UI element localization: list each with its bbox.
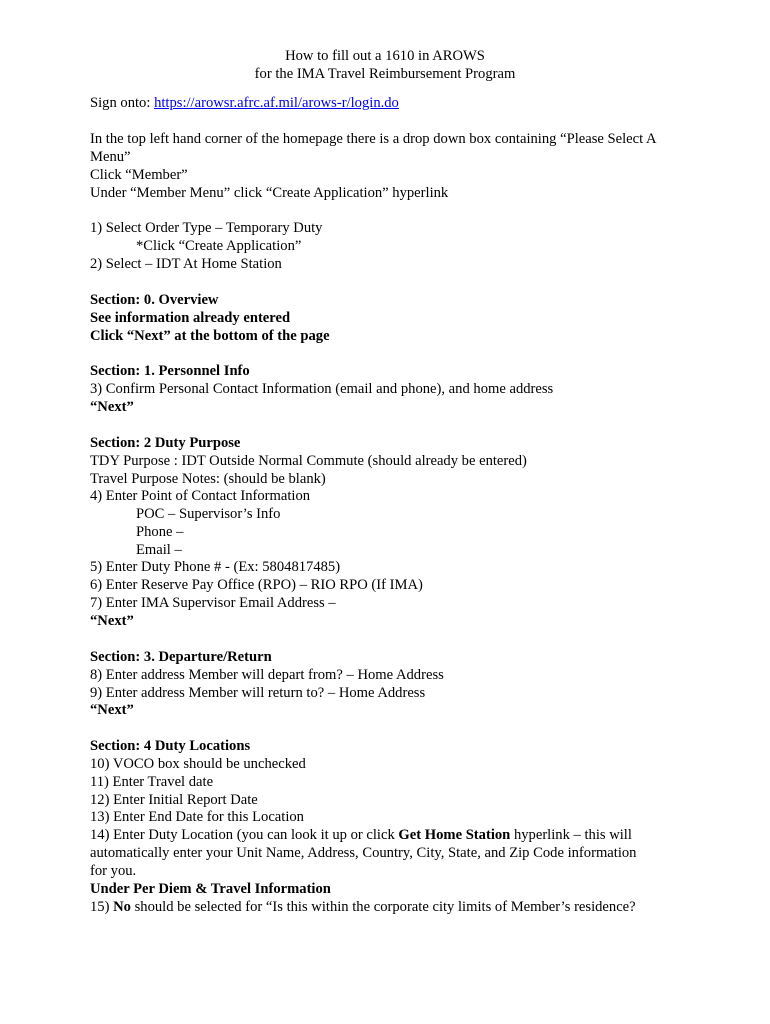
doc-title-line1: How to fill out a 1610 in AROWS: [285, 48, 485, 64]
step-2: 2) Select – IDT At Home Station: [90, 256, 282, 272]
step-11: 11) Enter Travel date: [90, 774, 214, 790]
step-4: 4) Enter Point of Contact Information: [90, 488, 311, 504]
step-8: 8) Enter address Member will depart from? – Home Address: [90, 667, 444, 683]
poc-line: POC – Supervisor’s Info: [136, 506, 281, 522]
step-15-no: No: [113, 899, 131, 915]
step-14: [90, 826, 632, 844]
intro-line2: Menu”: [90, 149, 131, 165]
step-12: 12) Enter Initial Report Date: [90, 792, 258, 808]
step-13: 13) Enter End Date for this Location: [90, 809, 304, 825]
section0-line2: Click “Next” at the bottom of the page: [90, 328, 330, 344]
step-3: 3) Confirm Personal Contact Information (email and phone), and home address: [90, 381, 554, 397]
step-14-text-cont: hyperlink – this will: [510, 827, 632, 843]
step-7: 7) Enter IMA Supervisor Email Address –: [90, 595, 336, 611]
section1-next: “Next”: [90, 399, 134, 415]
step-1-sub: *Click “Create Application”: [136, 238, 302, 254]
signon-line: [90, 94, 399, 112]
get-home-station-text: Get Home Station: [398, 827, 511, 843]
email-line: Email –: [136, 542, 182, 558]
tdy-purpose: TDY Purpose : IDT Outside Normal Commute (should already be entered): [90, 453, 527, 469]
step-15-text: should be selected for “Is this within the corporate city limits of Member’s residence?: [130, 899, 636, 915]
section0-line1: See information already entered: [90, 310, 291, 326]
section3-heading: Section: 3. Departure/Return: [90, 649, 272, 665]
intro-line1: In the top left hand corner of the homepage there is a drop down box containing “Please Select A: [90, 131, 657, 147]
step-15: [90, 898, 636, 916]
step-14-text: 14) Enter Duty Location (you can look it up or click: [90, 827, 399, 843]
section2-heading: Section: 2 Duty Purpose: [90, 435, 241, 451]
step-14-line3: for you.: [90, 863, 137, 879]
section2-next: “Next”: [90, 613, 134, 629]
step-1: 1) Select Order Type – Temporary Duty: [90, 220, 323, 236]
intro-line4: Under “Member Menu” click “Create Application” hyperlink: [90, 185, 449, 201]
section0-heading: Section: 0. Overview: [90, 292, 219, 308]
step-6: 6) Enter Reserve Pay Office (RPO) – RIO RPO (If IMA): [90, 577, 423, 593]
doc-title-line2: for the IMA Travel Reimbursement Program: [254, 66, 516, 82]
signon-prefix: Sign onto:: [90, 95, 155, 111]
intro-line3: Click “Member”: [90, 167, 188, 183]
login-url-link[interactable]: https://arowsr.afrc.af.mil/arows-r/login.do: [154, 95, 399, 111]
section1-heading: Section: 1. Personnel Info: [90, 363, 250, 379]
per-diem-heading: Under Per Diem & Travel Information: [90, 881, 331, 897]
phone-line: Phone –: [136, 524, 184, 540]
step-10: 10) VOCO box should be unchecked: [90, 756, 306, 772]
section3-next: “Next”: [90, 702, 134, 718]
step-9: 9) Enter address Member will return to? – Home Address: [90, 685, 426, 701]
travel-purpose-notes: Travel Purpose Notes: (should be blank): [90, 471, 326, 487]
section4-heading: Section: 4 Duty Locations: [90, 738, 251, 754]
step-15-num: 15): [90, 899, 114, 915]
step-5: 5) Enter Duty Phone # - (Ex: 5804817485): [90, 559, 341, 575]
step-14-line2: automatically enter your Unit Name, Address, Country, City, State, and Zip Code information: [90, 845, 637, 861]
